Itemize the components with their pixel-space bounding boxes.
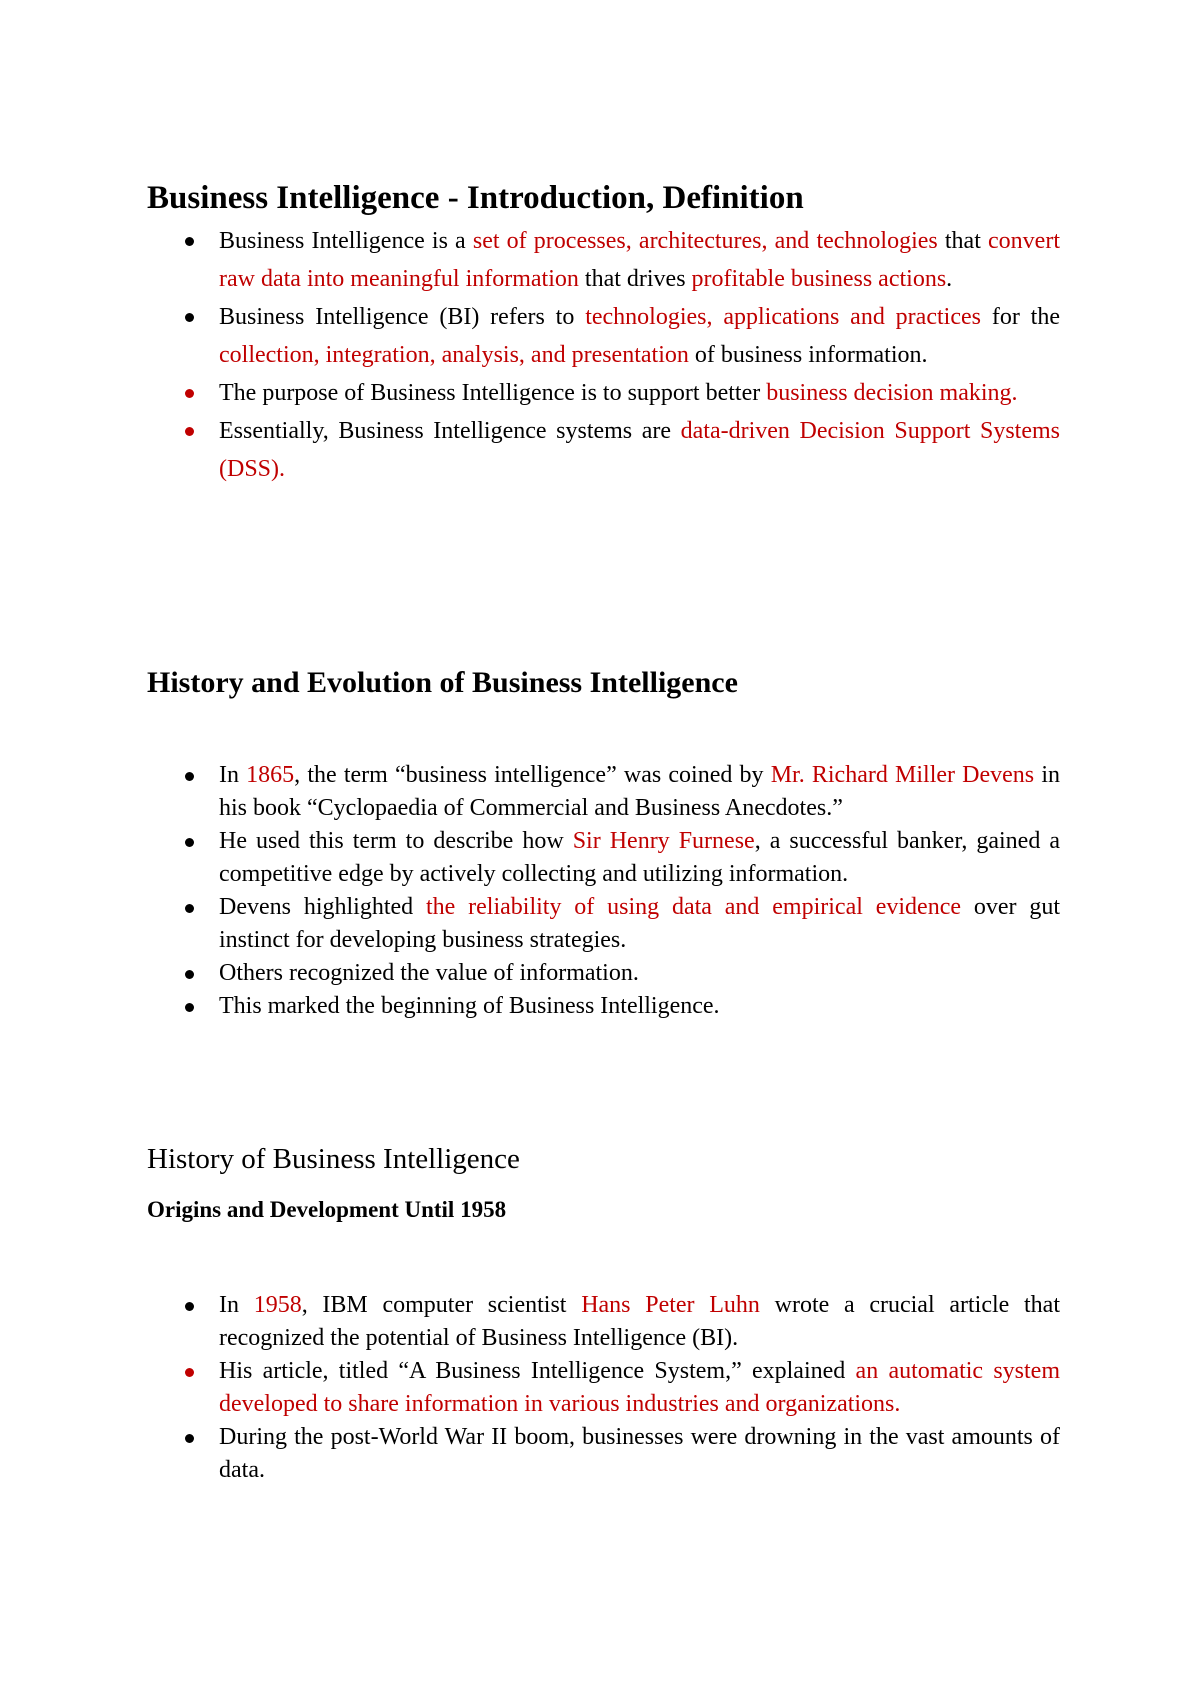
list-item xyxy=(147,374,1060,412)
bullet-icon xyxy=(185,970,194,979)
list-item xyxy=(147,990,1060,1023)
text-run: Essentially, Business Intelligence systems are xyxy=(219,418,681,444)
text-run: in his book “Cyclopaedia of Commercial and Business Anecdotes.” xyxy=(219,762,1060,821)
highlight-text: set of processes, architectures, and technologies xyxy=(472,228,938,254)
highlight-text: Mr. Richard Miller Devens xyxy=(770,762,1035,788)
text-run: . xyxy=(946,266,953,292)
text-run: of business information. xyxy=(688,342,928,368)
highlight-text: technologies, applications and practices xyxy=(585,304,981,330)
text-run: wrote a crucial article that recognized the potential of Business Intelligence (BI). xyxy=(219,1292,1060,1351)
highlight-text: the reliability of using data and empirical evidence xyxy=(425,894,961,920)
text-run: Others recognized the value of information. xyxy=(219,960,639,986)
highlight-text: 1958 xyxy=(253,1292,302,1318)
section-title-history: History of Business Intelligence xyxy=(147,1143,520,1175)
text-run: His article, titled “A Business Intelligence System,” explained xyxy=(219,1358,856,1384)
highlight-text: data-driven Decision Support Systems (DSS). xyxy=(219,418,1060,482)
highlight-text: convert raw data into meaningful information xyxy=(219,228,1060,292)
text-run: that drives xyxy=(578,266,692,292)
text-run: He used this term to describe how xyxy=(219,828,573,854)
list-item xyxy=(147,1289,1060,1355)
highlight-text: Sir Henry Furnese xyxy=(572,828,755,854)
bullet-icon xyxy=(185,1368,194,1377)
highlight-text: business decision making. xyxy=(766,380,1018,406)
list-item xyxy=(147,957,1060,990)
highlight-text: 1865 xyxy=(246,762,295,788)
bullet-icon xyxy=(185,389,194,398)
section-subtitle-origins: Origins and Development Until 1958 xyxy=(147,1197,507,1222)
introduction-bullet-list xyxy=(147,222,1060,488)
bullet-icon xyxy=(185,1302,194,1311)
highlight-text: an automatic system developed to share information in various industries and organizations. xyxy=(219,1358,1060,1417)
highlight-text: Hans Peter Luhn xyxy=(581,1292,760,1318)
text-run: , IBM computer scientist xyxy=(301,1292,582,1318)
list-item xyxy=(147,412,1060,488)
text-run: that xyxy=(937,228,989,254)
history-evolution-bullet-list xyxy=(147,759,1060,1023)
bullet-icon xyxy=(185,904,194,913)
highlight-text: collection, integration, analysis, and presentation xyxy=(219,342,689,368)
list-item xyxy=(147,1355,1060,1421)
list-item xyxy=(147,298,1060,374)
origins-bullet-list xyxy=(147,1289,1060,1487)
bullet-icon xyxy=(185,1003,194,1012)
text-run: , a successful banker, gained a competitive edge by actively collecting and utilizing information. xyxy=(219,828,1061,887)
text-run: In xyxy=(219,762,247,788)
text-run: In xyxy=(219,1292,254,1318)
bullet-icon xyxy=(185,427,194,436)
list-item xyxy=(147,891,1060,957)
text-run: The purpose of Business Intelligence is to support better xyxy=(219,380,767,406)
list-item xyxy=(147,759,1060,825)
bullet-icon xyxy=(185,838,194,847)
bullet-icon xyxy=(185,237,194,246)
bullet-icon xyxy=(185,1434,194,1443)
text-run: Devens highlighted xyxy=(219,894,426,920)
text-run: , the term “business intelligence” was coined by xyxy=(294,762,771,788)
bullet-icon xyxy=(185,313,194,322)
list-item xyxy=(147,825,1060,891)
text-run: This marked the beginning of Business Intelligence. xyxy=(219,993,720,1019)
text-run: During the post-World War II boom, businesses were drowning in the vast amounts of data. xyxy=(219,1424,1060,1483)
list-item xyxy=(147,222,1060,298)
list-item xyxy=(147,1421,1060,1487)
bullet-icon xyxy=(185,772,194,781)
text-run: for the xyxy=(980,304,1060,330)
section-title-introduction: Business Intelligence - Introduction, Definition xyxy=(147,180,804,216)
text-run: over gut instinct for developing business strategies. xyxy=(219,894,1060,953)
text-run: Business Intelligence (BI) refers to xyxy=(219,304,586,330)
highlight-text: profitable business actions xyxy=(691,266,947,292)
section-title-history-evolution: History and Evolution of Business Intelligence xyxy=(147,666,738,699)
text-run: Business Intelligence is a xyxy=(219,228,473,254)
